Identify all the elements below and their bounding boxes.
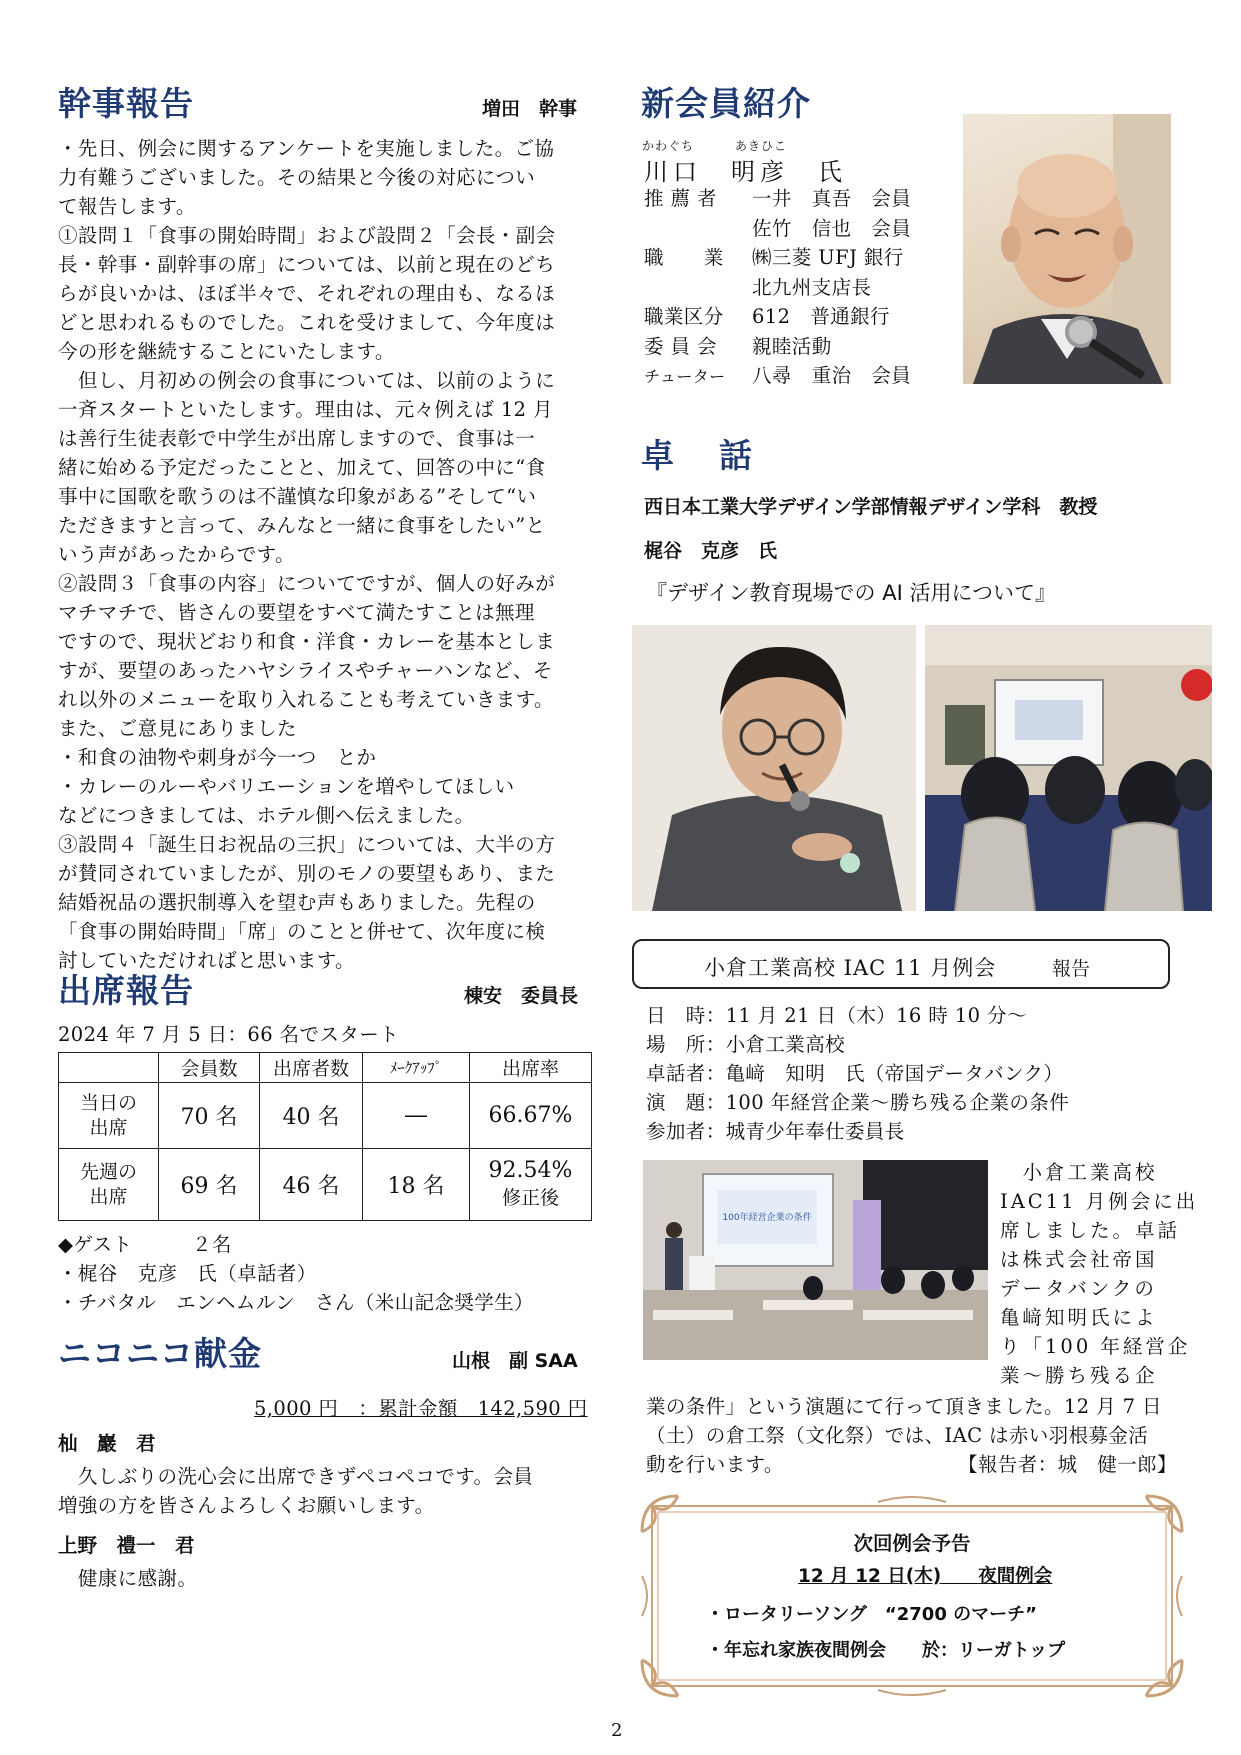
member-detail-row [644, 243, 944, 273]
body-line: ①設問１「食事の開始時間」および設問２「会長・副会 [58, 224, 556, 247]
body-line: 動を行います。 [646, 1453, 784, 1476]
next-meeting-kind: 夜間例会 [978, 1566, 1053, 1587]
body-line: ですので、現状どおり和食・洋食・カレーを基本としま [58, 630, 556, 653]
header-rate: 出席率 [470, 1053, 592, 1083]
body-line: ・先日、例会に関するアンケートを実施しました。ご協 [58, 137, 555, 160]
niko-author: 山根 副 SAA [452, 1350, 578, 1372]
body-line: ・和食の油物や刺身が今一つ とか [58, 746, 377, 769]
iac-body-side [1000, 1158, 1199, 1390]
table-row [59, 1149, 592, 1221]
member-detail-row [644, 273, 944, 303]
header-makeup: ﾒｰｸｱｯﾌﾟ [363, 1053, 470, 1083]
member-detail-key: 推 薦 者 [644, 187, 717, 210]
makeup-cell: 18 名 [363, 1149, 470, 1221]
iac-title-suffix: 報告 [1052, 958, 1091, 980]
attendance-table [58, 1052, 592, 1221]
body-line: 但し、月初めの例会の食事については、以前のように [58, 369, 556, 392]
iac-photo [643, 1160, 988, 1360]
meeting-room-photo [925, 625, 1212, 911]
speaker-photo-illustration [632, 625, 916, 911]
members-cell: 70 名 [159, 1083, 260, 1149]
body-line: などにつきましては、ホテル側へ伝えました。 [58, 804, 475, 827]
body-line: いう声があったからです。 [58, 543, 295, 566]
body-line: て報告します。 [58, 195, 196, 218]
next-meeting-date-line [798, 1562, 1052, 1588]
kanji-report-title: 幹事報告 [58, 84, 194, 123]
member-photo [963, 114, 1171, 384]
detail-line: 日 時：11 月 21 日（木）16 時 10 分～ [646, 1004, 1027, 1027]
member-detail-value: 佐竹 信也 会員 [752, 216, 912, 240]
niko-text-1b: 増強の方を皆さんよろしくお願いします。 [58, 1494, 435, 1517]
body-line: データバンクの [1000, 1277, 1157, 1300]
ornate-frame-icon [638, 1492, 1186, 1700]
member-detail-value: 一井 真吾 会員 [752, 187, 912, 210]
member-detail-value: 八尋 重治 会員 [752, 364, 912, 387]
members-cell: 69 名 [159, 1149, 260, 1221]
body-line: 亀﨑知明氏によ [1000, 1306, 1158, 1329]
next-meeting-title: 次回例会予告 [853, 1532, 971, 1555]
talk-title: 卓 話 [641, 436, 758, 475]
body-line: 席しました。卓話 [1000, 1219, 1181, 1242]
body-line: また、ご意見にありました [58, 717, 297, 740]
member-detail-value: 北九州支店長 [752, 275, 872, 299]
member-detail-key: チューター [644, 367, 726, 386]
iac-title-box [632, 939, 1170, 989]
next-meeting-frame [638, 1492, 1186, 1700]
member-detail-key: 職 業 [644, 246, 724, 269]
guest-header: ◆ゲスト ２名 [58, 1233, 232, 1256]
member-detail-row [644, 361, 944, 392]
attendance-author: 棟安 委員長 [464, 985, 579, 1007]
kanji-report-author: 増田 幹事 [482, 98, 578, 120]
iac-details [646, 1001, 1166, 1146]
body-line: 結婚祝品の選択制導入を望む声もありました。先程の [58, 891, 536, 914]
niko-text-1a: 久しぶりの洗心会に出席できずペコペコです。会員 [58, 1465, 534, 1488]
row-label: 当日の 出席 [59, 1083, 159, 1149]
body-line: 一斉スタートといたします。理由は、元々例えば 12 月 [58, 398, 553, 421]
body-line: マチマチで、皆さんの要望をすべて満たすことは無理 [58, 601, 535, 624]
attendees-cell: 46 名 [260, 1149, 363, 1221]
talk-topic: 『デザイン教育現場での AI 活用について』 [646, 581, 1057, 605]
body-line: ②設問３「食事の内容」についてですが、個人の好みが [58, 572, 556, 595]
kanji-report-body [58, 134, 618, 975]
body-line: ③設問４「誕生日お祝品の三択」については、大半の方 [58, 833, 556, 856]
detail-line: 卓話者：亀﨑 知明 氏（帝国データバンク） [646, 1062, 1064, 1085]
body-line: 討していただければと思います。 [58, 949, 355, 972]
body-line: は善行生徒表彰で中学生が出席しますので、食事は一 [58, 427, 536, 450]
body-line: 力有難うございました。その結果と今後の対応につい [58, 166, 536, 189]
attendance-title: 出席報告 [58, 971, 194, 1010]
body-line: 緒に始める予定だったことと、加えて、回答の中に“食 [58, 456, 546, 479]
body-line: が賛同されていましたが、別のモノの要望もあり、また [58, 862, 556, 885]
next-meeting-item-2: ・年忘れ家族夜間例会 於：リーガトップ [706, 1640, 1066, 1661]
table-row [59, 1083, 592, 1149]
body-line: 業～勝ち残る企 [1000, 1364, 1158, 1387]
header-attendees: 出席者数 [260, 1053, 363, 1083]
body-line: 今の形を継続することにいたします。 [58, 340, 395, 363]
next-meeting-date: 12 月 12 日(木) [798, 1566, 942, 1587]
body-line: 長・幹事・副幹事の席」については、以前と現在のどち [58, 253, 556, 276]
body-line: （土）の倉工祭（文化祭）では、IAC は赤い羽根募金活 [646, 1424, 1149, 1447]
body-line: 「食事の開始時間」「席」のことと併せて、次年度に検 [58, 920, 546, 943]
talk-speaker: 梶谷 克彦 氏 [644, 540, 778, 562]
member-detail-row [644, 302, 944, 332]
niko-name-2: 上野 禮一 君 [58, 1534, 195, 1557]
ruby-given: あきひこ [735, 139, 788, 153]
screen-text: 100年経営企業の条件 [722, 1213, 812, 1223]
new-member-title: 新会員紹介 [641, 84, 811, 123]
header-members: 会員数 [159, 1053, 260, 1083]
row-label: 先週の 出席 [59, 1149, 159, 1221]
meeting-room-illustration [925, 625, 1212, 911]
next-meeting-item-1: ・ロータリーソング “2700 のマーチ” [706, 1604, 1037, 1625]
iac-title: 小倉工業高校 IAC 11 月例会 [704, 956, 997, 980]
member-name: 川口 明彦 氏 [644, 158, 847, 186]
body-line: どと思われるものでした。これを受けまして、今年度は [58, 311, 556, 334]
page-number: 2 [611, 1720, 623, 1741]
niko-total: 5,000 円 ：累計金額 142,590 円 [254, 1397, 588, 1420]
iac-photo-illustration [643, 1160, 988, 1360]
member-detail-key: 委 員 会 [644, 334, 717, 358]
member-photo-illustration [963, 114, 1171, 384]
body-line: らが良いかは、ほぼ半々で、それぞれの理由も、なるほ [58, 282, 556, 305]
header-blank [59, 1053, 159, 1083]
attendees-cell: 40 名 [260, 1083, 363, 1149]
member-detail-row [644, 184, 944, 214]
iac-reporter: 【報告者：城 健一郎】 [958, 1453, 1177, 1476]
niko-title: ニコニコ献金 [58, 1334, 262, 1373]
body-line: 業の条件」という演題にて行って頂きました。12 月 7 日 [646, 1395, 1162, 1418]
guest-2: ・チバタル エンヘムルン さん（米山記念奨学生） [58, 1291, 534, 1314]
attendance-start: 2024 年 7 月 5 日：66 名でスタート [58, 1023, 400, 1046]
body-line: は株式会社帝国 [1000, 1248, 1158, 1271]
member-detail-value: ㈱三菱 UFJ 銀行 [752, 246, 904, 269]
niko-text-2: 健康に感謝。 [58, 1567, 198, 1590]
body-line: すが、要望のあったハヤシライスやチャーハンなど、そ [58, 659, 553, 682]
detail-line: 場 所：小倉工業高校 [646, 1033, 846, 1056]
rate-cell: 66.67% [470, 1083, 592, 1149]
ruby-surname: かわぐち [642, 139, 695, 153]
member-detail-row [644, 214, 944, 244]
body-line: 小倉工業高校 [1000, 1161, 1158, 1184]
rate-cell: 92.54% 修正後 [470, 1149, 592, 1221]
speaker-photo [632, 625, 916, 911]
member-detail-value: 612 普通銀行 [752, 305, 890, 328]
guest-1: ・梶谷 克彦 氏（卓話者） [58, 1262, 317, 1285]
detail-line: 参加者：城青少年奉仕委員長 [646, 1120, 905, 1143]
body-line: ただきますと言って、みんなと一緒に食事をしたい”と [58, 514, 546, 537]
body-line: ・カレーのルーやバリエーションを増やしてほしい [58, 775, 515, 798]
member-details [644, 184, 944, 392]
member-detail-row [644, 332, 944, 362]
body-line: れ以外のメニューを取り入れることも考えていきます。 [58, 688, 554, 711]
body-line: り「100 年経営企 [1000, 1335, 1191, 1358]
makeup-cell: ― [363, 1083, 470, 1149]
body-line: 事中に国歌を歌うのは不謹慎な印象がある”そして“い [58, 485, 537, 508]
member-detail-key: 職業区分 [644, 305, 724, 328]
talk-affiliation: 西日本工業大学デザイン学部情報デザイン学科 教授 [644, 496, 1098, 518]
member-detail-value: 親睦活動 [752, 334, 832, 358]
body-line: IAC11 月例会に出 [1000, 1190, 1199, 1213]
detail-line: 演 題：100 年経営企業～勝ち残る企業の条件 [646, 1091, 1070, 1114]
niko-name-1: 杣 巖 君 [58, 1432, 156, 1455]
